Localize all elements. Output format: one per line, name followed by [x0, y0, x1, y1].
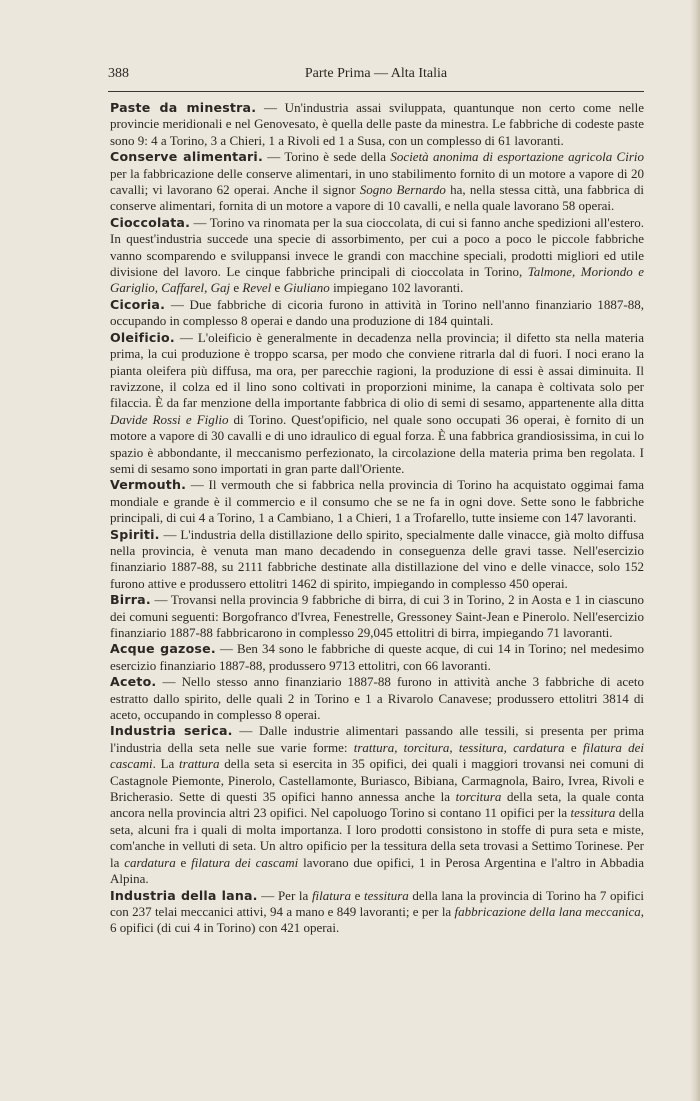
italic-text: cardatura — [124, 854, 176, 870]
body-text: della seta, alcuni fra i quali di molta importanza. I loro prodotti consistono in stoffe di pura seta e miste, com'anche in velluti di seta. Un altro opificio per la tessitura della seta trovasi a Settimo Torinese. Per la — [110, 805, 644, 870]
body-text: — Dalle industrie alimentari passando alle tessili, si presenta per prima l'industria della seta nelle sue varie forme: — [110, 723, 644, 755]
italic-text: tessitura — [364, 887, 409, 903]
section-heading: Spiriti. — [110, 526, 160, 542]
body-text: e — [564, 739, 583, 755]
body-text: lavorano due opifici, 1 in Perosa Argentina e l'altro in Abbadia Alpina. — [110, 854, 644, 887]
section-heading: Birra. — [110, 592, 151, 608]
body-text: — Torino va rinomata per la sua cioccolata, di cui si fanno anche spedizioni all'estero. In quest'industria succede una specie di assorbimento, per cui a poco a poco le piccole fabbriche vanno scomparendo e sviluppansi invece le grandi con macchine speciali, prodotti migliori ed utile divisione del lavoro. Le cinque fabbriche principali di cioccolata in Torino, — [110, 214, 644, 280]
section-heading: Aceto. — [110, 674, 157, 690]
body-text: — L'oleificio è generalmente in decadenza nella provincia; il difetto sta nella materia prima, la cui produzione è troppo scarsa, per modo che conviene ritrarla dal di fuori. I noci erano la pianta oleifera più diffusa, ma ora, per parecchie ragioni, la produzione di essi è assai diminuita. Il ravizzone, il colza ed il lino sono coltivati in proporzioni minime, la canapa è coltivata solo per filaccia. È da far menzione della importante fabbrica di olio di semi di sesamo, appartenente alla ditta — [110, 329, 644, 411]
body-text: — Trovansi nella provincia 9 fabbriche di birra, di cui 3 in Torino, 2 in Aosta e 1 in ciascuno dei comuni seguenti: Borgofranco d'Ivrea, Fenestrelle, Gressoney Saint-Jean e Pinerolo. Nell'esercizio finanziario 1887-88 fabbricarono in complesso 29,045 ettolitri di birra, impiegando 71 lavoranti. — [110, 592, 644, 640]
section-heading: Vermouth. — [110, 477, 187, 493]
body-text: della lana la provincia di Torino ha 7 opifici con 237 telai meccanici attivi, 94 a mano e 849 lavoranti; e per la — [110, 887, 644, 919]
section-heading: Conserve alimentari. — [110, 149, 263, 165]
italic-text: Società anonima di esportazione agricola Cirio — [390, 149, 644, 165]
section-heading: Acque gazose. — [110, 641, 216, 657]
section-heading: Cioccolata. — [110, 214, 191, 230]
body-text: — Il vermouth che si fabbrica nella provincia di Torino ha acquistato oggimai fama mondiale e grande è il commercio e il consumo che se ne fa in ogni dove. Sette sono le fabbriche principali, di cui 4 a Torino, 1 a Cambiano, 1 a Chieri, 1 a Trofarello, tutte insieme con 147 lavoranti. — [110, 477, 644, 526]
page-number: 388 — [108, 66, 129, 81]
paragraph — [110, 674, 644, 723]
body-text: e — [350, 887, 364, 903]
section-heading: Oleificio. — [110, 329, 175, 345]
paragraph — [110, 477, 644, 526]
italic-text: tessitura — [570, 805, 616, 821]
italic-text: Sogno Bernardo — [359, 182, 446, 198]
italic-text: torcitura — [455, 789, 502, 805]
italic-text: Giuliano — [283, 280, 330, 296]
body-text: , 6 opifici (di cui 4 in Torino) con 421 operai. — [110, 903, 644, 936]
body-text: — L'industria della distillazione dello spirito, specialmente dalle vinacce, già molto diffusa nella provincia, è venuta man mano decadendo in conseguenza delle gravi tasse. Nell'esercizio finanziario 1887-88, su 2111 fabbriche destinate alla distillazione del vino e delle vinacce, solo 152 furono attive e produssero ettolitri 1462 di spirito, impiegando in complesso 450 operai. — [110, 526, 644, 591]
paragraph — [110, 723, 644, 887]
paragraph — [110, 297, 644, 330]
body-text: della seta, la quale conta ancora nella provincia altri 23 opifici. Nel capoluogo Torino si contano 11 opifici per la — [110, 789, 644, 821]
body-text: per la fabbricazione delle conserve alimentari, in uno stabilimento fornito di un motore a vapore di 20 cavalli; vi lavorano 62 operai. Anche il signor — [110, 165, 644, 198]
paragraph — [110, 527, 644, 593]
body-text: — Un'industria assai sviluppata, quantunque non certo come nelle provincie meridionali e nel Genovesato, è quella delle paste da minestra. Le fabbriche di codeste paste sono 9: 4 a Torino, 3 a Chieri, 1 a Rivoli ed 1 a Susa, con un complesso di 61 lavoranti. — [110, 100, 644, 148]
italic-text: filatura — [311, 887, 351, 903]
italic-text: filatura dei cascami — [191, 854, 299, 870]
body-text: e — [230, 280, 243, 296]
body-text: ha, nella stessa città, una fabbrica di conserve alimentari, fornita di un motore a vapore di 10 cavalli, e nella quale lavorano 58 operai. — [110, 182, 644, 214]
section-heading: Industria serica. — [110, 723, 233, 739]
italic-text: Talmone, Moriondo e Gariglio, Caffarel, Gaj — [110, 264, 644, 296]
page-body — [110, 100, 644, 937]
body-text: — Due fabbriche di cicoria furono in attività in Torino nell'anno finanziario 1887-88, occupando in complesso 8 operai e dando una produzione di 184 quintali. — [110, 296, 644, 329]
italic-text: fabbricazione della lana meccanica — [454, 903, 641, 919]
paragraph — [110, 100, 644, 149]
running-title: Parte Prima — Alta Italia — [304, 66, 448, 81]
italic-text: Davide Rossi e Figlio — [110, 411, 229, 427]
section-heading: Cicoria. — [110, 296, 166, 312]
body-text: — Torino è sede della — [262, 149, 391, 165]
section-heading: Paste da minestra. — [110, 100, 257, 115]
paragraph — [110, 888, 644, 937]
italic-text: trattura, torcitura, tessitura, cardatura — [353, 739, 565, 755]
body-text: di Torino. Quest'opificio, nel quale sono occupati 36 operai, è fornito di un motore a vapore di 30 cavalli e di uno idraulico di egual forza. È una fabbrica grandiosissima, in cui lo spazio è abbondante, il meccanismo perfezionato, la circolazione della materia prima ben regolata. I semi di sesamo sono importati in gran parte dall'Oriente. — [110, 411, 645, 476]
body-text: — Nello stesso anno finanziario 1887-88 furono in attività anche 3 fabbriche di aceto estratto dallo spirito, delle quali 2 in Torino e 1 a Rivarolo Canavese; produssero ettolitri 3814 di aceto, occupando in complesso 8 operai. — [110, 674, 644, 723]
body-text: — Ben 34 sono le fabbriche di queste acque, di cui 14 in Torino; nel medesimo esercizio finanziario 1887-88, produssero 9713 ettolitri, con 66 lavoranti. — [110, 641, 644, 673]
paragraph — [110, 215, 644, 297]
header-rule — [108, 91, 644, 92]
page-header — [108, 66, 644, 86]
body-text: e — [175, 854, 192, 870]
body-text: . La — [152, 756, 180, 772]
paragraph — [110, 149, 644, 215]
italic-text: Revel — [242, 280, 272, 296]
section-heading: Industria della lana. — [110, 887, 258, 903]
italic-text: filatura dei cascami — [110, 739, 645, 772]
body-text: — Per la — [257, 887, 312, 903]
paragraph — [110, 330, 644, 478]
italic-text: trattura — [179, 756, 220, 772]
body-text: impiegano 102 lavoranti. — [329, 280, 464, 296]
paragraph — [110, 592, 644, 641]
body-text: e — [271, 280, 284, 296]
paragraph — [110, 641, 644, 674]
page-edge-shadow — [690, 0, 700, 1101]
body-text: della seta si esercita in 35 opifici, dei quali i maggiori trovansi nei comuni di Castagnole Piemonte, Pinerolo, Castellamonte, Buriasco, Bibiana, Carmagnola, Bairo, Ivrea, Rivoli e Bricherasio. Sette di questi 35 opifici hanno annessa anche la — [110, 756, 644, 805]
